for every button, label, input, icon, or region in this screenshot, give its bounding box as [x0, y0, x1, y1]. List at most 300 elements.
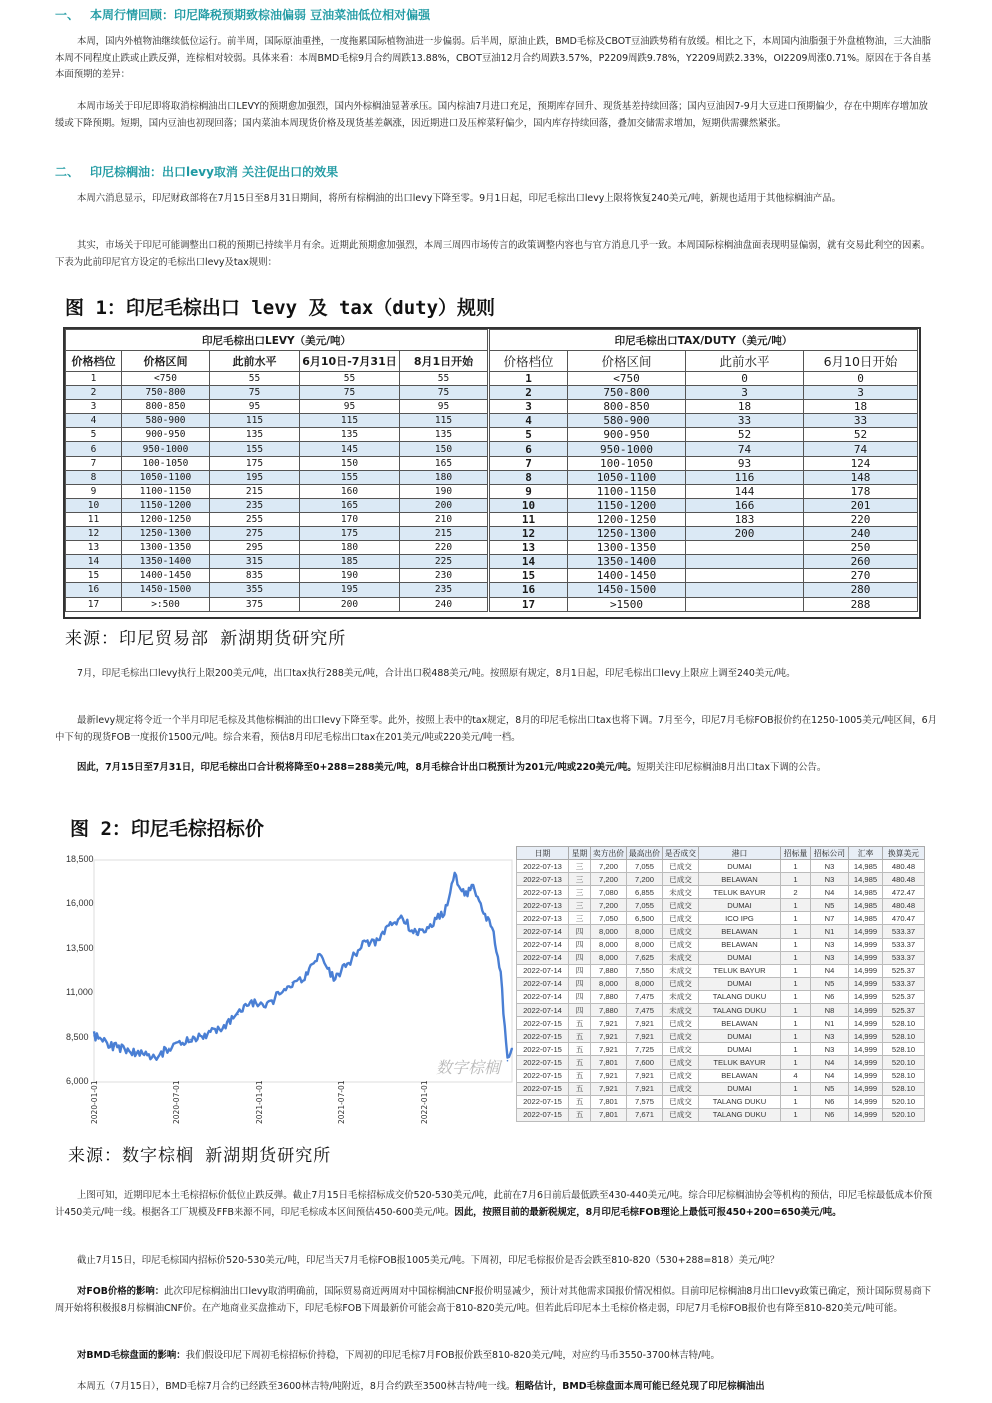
tender-cell: N1 [811, 925, 849, 938]
price-data-point [464, 893, 466, 895]
tender-cell: 2022-07-13 [517, 886, 569, 899]
tender-row [517, 938, 925, 951]
tender-cell: TALANG DUKU [699, 1004, 781, 1017]
tax-cell: 3 [804, 386, 918, 400]
levy-cell: 95 [300, 400, 400, 414]
tender-header-cell: 日期 [517, 847, 569, 860]
tender-cell: 五 [569, 1056, 591, 1069]
tender-row [517, 1095, 925, 1108]
levy-cell: 3 [66, 400, 122, 414]
tax-cell: 166 [686, 498, 804, 512]
tax-cell: 11 [490, 512, 568, 526]
tender-cell: N3 [811, 1030, 849, 1043]
levy-cell: 195 [210, 470, 300, 484]
tender-cell: 未成交 [663, 964, 699, 977]
paragraph-6: 最新levy规定将令近一个半月印尼毛棕及其他棕榈油的出口levy下降至零。此外，按照上表中的tax规定，8月的印尼毛棕出口tax也将下调。7月至今，印尼7月毛棕FOB报价约在1250-1005美元/吨区间，6月中下旬的现货FOB一度报价1500元/吨。综合来看，预估8月印尼毛棕出口tax在201美元/吨或220美元/吨一档。 [55, 715, 937, 743]
tax-cell: 240 [804, 527, 918, 541]
tender-cell: 7,921 [591, 1030, 627, 1043]
price-data-point [154, 1056, 156, 1058]
tender-header-cell: 是否成交 [663, 847, 699, 860]
figure-1-tables [63, 327, 921, 619]
tender-cell: 7,475 [627, 990, 663, 1003]
tender-cell: 2022-07-15 [517, 1030, 569, 1043]
tender-cell: 1 [781, 1043, 811, 1056]
figure-1-title: 图 1：印尼毛棕出口 levy 及 tax（duty）规则 [65, 297, 496, 319]
tax-cell: 16 [490, 583, 568, 597]
tender-cell: 14,999 [849, 1069, 883, 1082]
levy-cell: 315 [210, 555, 300, 569]
tender-cell: 7,200 [627, 873, 663, 886]
tender-cell: 14,999 [849, 1108, 883, 1121]
tender-cell: 14,999 [849, 951, 883, 964]
levy-cell: 100-1050 [122, 456, 210, 470]
levy-cell: 12 [66, 527, 122, 541]
tender-cell: N5 [811, 1082, 849, 1095]
tax-cell: 33 [804, 414, 918, 428]
levy-cell: 160 [300, 484, 400, 498]
price-data-point [472, 888, 474, 890]
tax-cell: 93 [686, 456, 804, 470]
price-data-point [402, 918, 404, 920]
price-data-point [507, 1060, 509, 1062]
tender-cell: 7,921 [591, 1082, 627, 1095]
tender-cell: 14,999 [849, 964, 883, 977]
tender-cell: 7,921 [591, 1069, 627, 1082]
tender-row [517, 951, 925, 964]
tender-cell: 525.37 [883, 964, 925, 977]
tender-header-cell: 汇率 [849, 847, 883, 860]
tender-cell: 480.48 [883, 860, 925, 873]
levy-row [66, 442, 488, 456]
levy-cell: 5 [66, 428, 122, 442]
levy-cell: <750 [122, 372, 210, 386]
tender-cell: 四 [569, 990, 591, 1003]
levy-row [66, 541, 488, 555]
tax-row [490, 456, 918, 470]
price-data-point [500, 975, 502, 977]
tender-cell: 520.10 [883, 1095, 925, 1108]
tender-row [517, 912, 925, 925]
tax-header-cell: 价格区间 [568, 351, 686, 372]
levy-cell: 95 [400, 400, 488, 414]
levy-cell: 2 [66, 386, 122, 400]
tender-cell: 1 [781, 951, 811, 964]
tender-cell: 2022-07-15 [517, 1108, 569, 1121]
tax-cell: 148 [804, 470, 918, 484]
tender-row [517, 1043, 925, 1056]
tax-cell: 1250-1300 [568, 527, 686, 541]
tender-row [517, 977, 925, 990]
levy-table [65, 329, 488, 612]
tender-cell: 7,200 [591, 899, 627, 912]
section-title-2: 二、 印尼棕榈油：出口levy取消 关注促出口的效果 [55, 165, 339, 179]
tax-cell: 13 [490, 541, 568, 555]
tender-cell: N4 [811, 1069, 849, 1082]
levy-cell: 215 [400, 527, 488, 541]
tender-cell: BELAWAN [699, 1069, 781, 1082]
tender-cell: 2022-07-15 [517, 1082, 569, 1095]
levy-cell: 200 [400, 498, 488, 512]
tender-cell: 四 [569, 938, 591, 951]
levy-cell: 1350-1400 [122, 555, 210, 569]
tender-cell: 2022-07-14 [517, 938, 569, 951]
levy-cell: 75 [210, 386, 300, 400]
tender-cell: BELAWAN [699, 873, 781, 886]
tender-row [517, 1069, 925, 1082]
tax-cell: 7 [490, 456, 568, 470]
levy-cell: 10 [66, 498, 122, 512]
tax-cell: 9 [490, 484, 568, 498]
tender-cell: 14,985 [849, 873, 883, 886]
levy-cell: 1200-1250 [122, 512, 210, 526]
tender-cell: 7,880 [591, 964, 627, 977]
tender-cell: 1 [781, 1017, 811, 1030]
tender-cell: 7,575 [627, 1095, 663, 1108]
levy-cell: 195 [300, 583, 400, 597]
tender-cell: TELUK BAYUR [699, 886, 781, 899]
tender-cell: 8,000 [627, 938, 663, 951]
tax-cell: 270 [804, 569, 918, 583]
levy-cell: 235 [400, 583, 488, 597]
tender-header-cell: 换算美元 [883, 847, 925, 860]
tax-cell: 74 [804, 442, 918, 456]
tender-cell: 已成交 [663, 860, 699, 873]
tender-cell: 7,050 [591, 912, 627, 925]
tender-cell: 8,000 [591, 925, 627, 938]
levy-cell: 220 [400, 541, 488, 555]
tender-cell: 7,921 [627, 1069, 663, 1082]
tender-cell: 已成交 [663, 1017, 699, 1030]
tax-cell: 144 [686, 484, 804, 498]
tender-cell: TALANG DUKU [699, 1108, 781, 1121]
paragraph-2: 本周市场关于印尼即将取消棕榈油出口LEVY的预期愈加强烈，国内外棕榈油显著承压。国内棕油7月进口充足，预期库存回升、现货基差持续回落；国内豆油因7-9月大豆进口预期偏少，存在中期库存增加放缓或下降预期。短期，国内豆油也初现回落；国内菜油本周现货价格及现货基差飙涨，因近期进口及压榨菜籽偏少，国内库存持续回落，叠加交储需求增加，短期供需骤然紧张。 [55, 101, 928, 129]
levy-cell: 235 [210, 498, 300, 512]
tender-cell: TELUK BAYUR [699, 1056, 781, 1069]
levy-cell: 75 [300, 386, 400, 400]
tender-row [517, 1004, 925, 1017]
levy-row [66, 555, 488, 569]
levy-cell: 7 [66, 456, 122, 470]
x-tick-label: 2021-01-01 [255, 1080, 265, 1124]
tender-cell: BELAWAN [699, 1017, 781, 1030]
tender-header-cell: 卖方出价 [591, 847, 627, 860]
section-title-1: 一、 本周行情回顾：印尼降税预期致棕油偏弱 豆油菜油低位相对偏强 [55, 8, 431, 22]
tender-cell: 2022-07-14 [517, 990, 569, 1003]
tender-cell: 480.48 [883, 899, 925, 912]
levy-cell: 900-950 [122, 428, 210, 442]
tender-cell: N3 [811, 860, 849, 873]
levy-row [66, 512, 488, 526]
x-tick-label: 2020-07-01 [172, 1080, 182, 1124]
tax-table-caption: 印尼毛棕出口TAX/DUTY（美元/吨） [490, 330, 918, 351]
price-data-point [454, 875, 456, 877]
tender-table [516, 846, 925, 1122]
tender-cell: 五 [569, 1030, 591, 1043]
levy-cell: 9 [66, 484, 122, 498]
paragraph-10: 对FOB价格的影响：此次印尼棕榈油出口levy取消明确前，国际贸易商近两周对中国棕榈油CNF报价明显减少，预计对其他需求国报价情况相似。目前印尼棕榈油8月出口levy政策已确定，预计国际贸易商下周开始将积极报8月棕榈油CNF价。在产地商业买盘推动下，印尼毛棕FOB下周最新价可能会高于810-820美元/吨。但若此后印尼本土毛棕价格走弱，印尼7月毛棕FOB报价也有降至810-820美元/吨可能。 [55, 1286, 932, 1314]
levy-table-caption: 印尼毛棕出口LEVY（美元/吨） [66, 330, 488, 351]
tender-cell: 7,801 [591, 1095, 627, 1108]
levy-cell: 800-850 [122, 400, 210, 414]
price-data-point [134, 1051, 136, 1053]
tender-cell: 1 [781, 1056, 811, 1069]
levy-row [66, 484, 488, 498]
levy-row [66, 470, 488, 484]
tender-cell: 2022-07-15 [517, 1043, 569, 1056]
y-tick-label: 6,000 [66, 1076, 89, 1086]
price-series-line [94, 873, 512, 1060]
tender-cell: 三 [569, 873, 591, 886]
tender-cell: 2022-07-14 [517, 964, 569, 977]
levy-cell: 185 [300, 555, 400, 569]
tender-cell: 2022-07-14 [517, 977, 569, 990]
tender-cell: TELUK BAYUR [699, 964, 781, 977]
tender-cell: 7,921 [627, 1030, 663, 1043]
tender-cell: TALANG DUKU [699, 1095, 781, 1108]
tax-cell: 1100-1150 [568, 484, 686, 498]
tender-cell: 14,999 [849, 977, 883, 990]
price-data-point [388, 925, 390, 927]
tax-row [490, 400, 918, 414]
tax-cell: 5 [490, 428, 568, 442]
tender-cell: 14,999 [849, 1095, 883, 1108]
tender-row [517, 886, 925, 899]
tender-cell: 525.37 [883, 990, 925, 1003]
tender-cell: 7,200 [591, 873, 627, 886]
price-data-point [237, 1014, 239, 1016]
tender-cell: 14,985 [849, 912, 883, 925]
tender-cell: 14,985 [849, 886, 883, 899]
tender-cell: 三 [569, 912, 591, 925]
tender-cell: 8,000 [627, 977, 663, 990]
levy-cell: 210 [400, 512, 488, 526]
price-data-point [511, 1047, 513, 1049]
levy-cell: 295 [210, 541, 300, 555]
levy-cell: 165 [400, 456, 488, 470]
tender-cell: 6,855 [627, 886, 663, 899]
figure-1-source: 来源：印尼贸易部 新湖期货研究所 [65, 629, 347, 649]
tender-cell: N5 [811, 899, 849, 912]
tender-cell: 已成交 [663, 1056, 699, 1069]
tender-cell: 533.37 [883, 925, 925, 938]
tender-cell: 1 [781, 1082, 811, 1095]
tender-cell: 7,921 [627, 1017, 663, 1030]
levy-cell: 180 [300, 541, 400, 555]
tender-cell: 已成交 [663, 925, 699, 938]
tender-cell: TALANG DUKU [699, 990, 781, 1003]
paragraph-12: 本周五（7月15日），BMD毛棕7月合约已经跌至3600林吉特/吨附近，8月合约跌至3500林吉特/吨一线。粗略估计，BMD毛棕盘面本周可能已经兑现了印尼棕榈油出 [77, 1381, 765, 1392]
tender-cell: 五 [569, 1043, 591, 1056]
tender-cell: 8,000 [591, 938, 627, 951]
tax-cell: 950-1000 [568, 442, 686, 456]
price-data-point [443, 911, 445, 913]
tax-cell: 1350-1400 [568, 555, 686, 569]
tax-row [490, 583, 918, 597]
tax-cell: 2 [490, 386, 568, 400]
x-tick-label: 2020-01-01 [90, 1080, 99, 1124]
tender-cell: N6 [811, 1108, 849, 1121]
tender-cell: 五 [569, 1069, 591, 1082]
tender-cell: 已成交 [663, 1030, 699, 1043]
tax-cell: 12 [490, 527, 568, 541]
tax-cell: 17 [490, 597, 568, 611]
levy-cell: 255 [210, 512, 300, 526]
levy-cell: 200 [300, 597, 400, 611]
tender-cell: 470.47 [883, 912, 925, 925]
tender-cell: N4 [811, 1056, 849, 1069]
tax-cell: >1500 [568, 597, 686, 611]
paragraph-9: 截止7月15日，印尼毛棕国内招标价520-530美元/吨，印尼当天7月毛棕FOB报1005美元/吨。下周初，印尼毛棕报价是否会跌至810-820（530+288=818）美元/吨？ [77, 1255, 780, 1266]
tax-cell: 280 [804, 583, 918, 597]
levy-row [66, 527, 488, 541]
tender-cell: 6,500 [627, 912, 663, 925]
tax-cell: <750 [568, 372, 686, 386]
tender-row [517, 1056, 925, 1069]
tender-cell: DUMAI [699, 951, 781, 964]
tax-row [490, 372, 918, 386]
price-data-point [374, 943, 376, 945]
tender-cell: 1 [781, 1004, 811, 1017]
tax-row [490, 555, 918, 569]
levy-header-cell: 价格区间 [122, 351, 210, 372]
levy-header-cell: 此前水平 [210, 351, 300, 372]
tender-cell: 五 [569, 1108, 591, 1121]
tender-header-cell: 招标量 [781, 847, 811, 860]
levy-cell: 175 [210, 456, 300, 470]
tax-cell [686, 555, 804, 569]
tax-row [490, 512, 918, 526]
tender-cell: 1 [781, 938, 811, 951]
tender-cell: 7,921 [627, 1082, 663, 1095]
levy-cell: 580-900 [122, 414, 210, 428]
tender-cell: 未成交 [663, 951, 699, 964]
tender-cell: 7,880 [591, 1004, 627, 1017]
levy-cell: 95 [210, 400, 300, 414]
levy-cell: 190 [300, 569, 400, 583]
tax-cell [686, 541, 804, 555]
price-data-point [305, 975, 307, 977]
tender-cell: 三 [569, 860, 591, 873]
price-data-point [291, 982, 293, 984]
levy-cell: 6 [66, 442, 122, 456]
tender-cell: 2022-07-15 [517, 1069, 569, 1082]
tender-cell: 14,999 [849, 990, 883, 1003]
tax-cell: 260 [804, 555, 918, 569]
y-tick-label: 8,500 [66, 1031, 89, 1042]
levy-cell: 1250-1300 [122, 527, 210, 541]
price-data-point [333, 978, 335, 980]
tax-cell: 116 [686, 470, 804, 484]
levy-cell: 4 [66, 414, 122, 428]
tender-cell: 已成交 [663, 1095, 699, 1108]
tender-cell: 7,625 [627, 951, 663, 964]
tender-header-cell: 招标公司 [811, 847, 849, 860]
tender-cell: 480.48 [883, 873, 925, 886]
tax-row [490, 597, 918, 611]
levy-cell: 135 [210, 428, 300, 442]
levy-row [66, 569, 488, 583]
tender-cell: 2022-07-15 [517, 1095, 569, 1108]
levy-row [66, 583, 488, 597]
levy-row [66, 428, 488, 442]
tax-cell: 14 [490, 555, 568, 569]
levy-row [66, 414, 488, 428]
levy-cell: 165 [300, 498, 400, 512]
tender-cell: N3 [811, 873, 849, 886]
levy-cell: 55 [400, 372, 488, 386]
tender-cell: 2022-07-14 [517, 1004, 569, 1017]
tender-cell: 528.10 [883, 1017, 925, 1030]
tender-cell: 1 [781, 1108, 811, 1121]
tax-table [489, 329, 918, 612]
levy-cell: 190 [400, 484, 488, 498]
tender-cell: 五 [569, 1082, 591, 1095]
tender-cell: DUMAI [699, 1043, 781, 1056]
tax-cell: 0 [804, 372, 918, 386]
x-tick-label: 2021-07-01 [336, 1080, 346, 1124]
price-data-point [189, 1039, 191, 1041]
tax-cell: 178 [804, 484, 918, 498]
tax-row [490, 527, 918, 541]
tender-cell: 14,985 [849, 860, 883, 873]
paragraph-11: 对BMD毛棕盘面的影响：我们假设印尼下周初毛棕招标价持稳，下周初的印尼毛棕7月FOB报价跌至810-820美元/吨，对应约马币3550-3700林吉特/吨。 [77, 1350, 720, 1361]
tender-cell: 已成交 [663, 977, 699, 990]
levy-row [66, 400, 488, 414]
levy-cell: 17 [66, 597, 122, 611]
levy-cell: 115 [300, 414, 400, 428]
paragraph-4: 其实，市场关于印尼可能调整出口税的预期已持续半月有余。近期此预期愈加强烈，本周三周四市场传言的政策调整内容也与官方消息几乎一致。本周国际棕榈油盘面表现明显偏弱，就有交易此利空的因素。下表为此前印尼官方设定的毛棕出口levy及tax规则： [55, 240, 931, 268]
tender-cell: BELAWAN [699, 925, 781, 938]
tender-cell: 8,000 [591, 951, 627, 964]
price-data-point [114, 1046, 116, 1048]
tax-row [490, 569, 918, 583]
tender-cell: 7,055 [627, 860, 663, 873]
tender-cell: 2022-07-13 [517, 860, 569, 873]
levy-cell: 14 [66, 555, 122, 569]
price-data-point [491, 927, 493, 929]
tender-cell: 520.10 [883, 1056, 925, 1069]
tender-cell: N8 [811, 1004, 849, 1017]
tender-cell: 14,999 [849, 1043, 883, 1056]
levy-cell: 55 [300, 372, 400, 386]
levy-cell: 8 [66, 470, 122, 484]
levy-cell: 155 [300, 470, 400, 484]
levy-cell: 55 [210, 372, 300, 386]
tender-cell: 7,801 [591, 1056, 627, 1069]
tender-cell: 528.10 [883, 1030, 925, 1043]
price-data-point [93, 1035, 95, 1037]
tender-cell: 已成交 [663, 1069, 699, 1082]
tender-cell: N4 [811, 886, 849, 899]
tender-cell: 14,999 [849, 1017, 883, 1030]
figure-2-title: 图 2：印尼毛棕招标价 [70, 818, 264, 840]
tax-row [490, 541, 918, 555]
tender-cell: BELAWAN [699, 938, 781, 951]
tax-row [490, 386, 918, 400]
y-tick-label: 13,500 [66, 942, 94, 953]
tender-row [517, 964, 925, 977]
tender-cell: 7,671 [627, 1108, 663, 1121]
levy-cell: 355 [210, 583, 300, 597]
tender-cell: N1 [811, 1017, 849, 1030]
tax-cell [686, 597, 804, 611]
levy-cell: 15 [66, 569, 122, 583]
tender-header-cell: 港口 [699, 847, 781, 860]
tender-cell: N3 [811, 938, 849, 951]
tender-cell: 14,999 [849, 925, 883, 938]
levy-cell: 215 [210, 484, 300, 498]
levy-cell: 240 [400, 597, 488, 611]
